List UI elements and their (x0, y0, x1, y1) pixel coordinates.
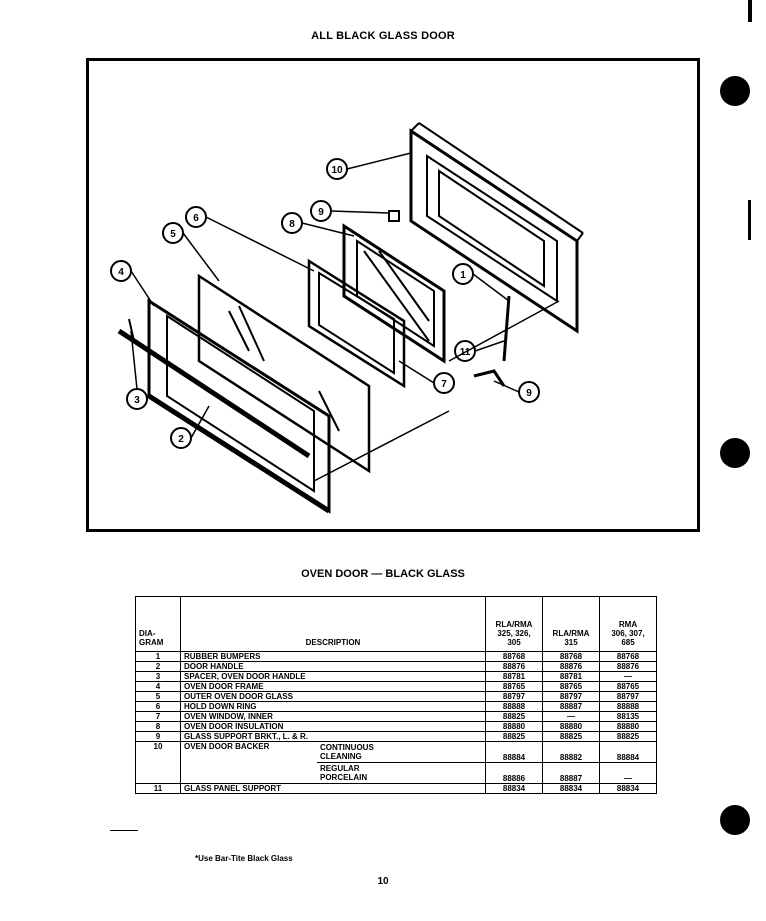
table-row (136, 692, 657, 702)
callout-8: 8 (289, 219, 295, 230)
parts-table (135, 596, 657, 794)
table-row (136, 662, 657, 672)
table-row (136, 712, 657, 722)
row-diagram: 6 (136, 702, 181, 712)
row-diagram: 2 (136, 662, 181, 672)
table-row (136, 672, 657, 682)
callout-2: 2 (178, 434, 184, 445)
callout-10: 10 (331, 165, 343, 176)
row-col1: 88768 (486, 652, 543, 662)
row-diagram: 7 (136, 712, 181, 722)
header-col3: RMA 306, 307, 685 (600, 597, 657, 652)
row-col2: 88882 (543, 742, 600, 763)
callout-4: 4 (118, 267, 124, 278)
row-diagram: 10 (136, 742, 181, 784)
row-col2: — (543, 712, 600, 722)
row-col1: 88886 (486, 763, 543, 784)
row-col3: 88834 (600, 784, 657, 794)
row-col2: 88781 (543, 672, 600, 682)
row-col2: 88765 (543, 682, 600, 692)
row-description: OVEN WINDOW, INNER (181, 712, 486, 722)
row-subtype-regular: REGULAR PORCELAIN (317, 763, 486, 784)
row-col3: 88135 (600, 712, 657, 722)
row-col1: 88888 (486, 702, 543, 712)
row-subtype-continuous: CONTINUOUS CLEANING (317, 742, 486, 763)
row-col1: 88765 (486, 682, 543, 692)
table-row (136, 652, 657, 662)
binder-hole-top (720, 76, 750, 106)
row-col1: 88834 (486, 784, 543, 794)
row-diagram: 9 (136, 732, 181, 742)
scan-edge-mark (110, 830, 138, 831)
row-diagram: 11 (136, 784, 181, 794)
footnote: *Use Bar-Tite Black Glass (195, 854, 293, 863)
row-col3: 88888 (600, 702, 657, 712)
row-col2: 88880 (543, 722, 600, 732)
row-col3: 88797 (600, 692, 657, 702)
header-col2: RLA/RMA 315 (543, 597, 600, 652)
row-description: OVEN DOOR FRAME (181, 682, 486, 692)
scan-edge-mark (748, 200, 751, 240)
row-col2: 88834 (543, 784, 600, 794)
table-row (136, 784, 657, 794)
row-description: OUTER OVEN DOOR GLASS (181, 692, 486, 702)
table-title: OVEN DOOR — BLACK GLASS (301, 568, 465, 580)
door-backer-drawing (411, 123, 583, 331)
row-col3: 88876 (600, 662, 657, 672)
row-description: OVEN DOOR INSULATION (181, 722, 486, 732)
callout-7: 7 (441, 379, 447, 390)
row-col2: 88768 (543, 652, 600, 662)
table-row (136, 722, 657, 732)
row-description: OVEN DOOR BACKER (181, 742, 318, 784)
callout-5: 5 (170, 229, 176, 240)
callout-1: 1 (460, 270, 466, 281)
callout-6: 6 (193, 213, 199, 224)
row-col2: 88797 (543, 692, 600, 702)
row-col3: — (600, 763, 657, 784)
row-diagram: 4 (136, 682, 181, 692)
row-col3: 88765 (600, 682, 657, 692)
row-description: HOLD DOWN RING (181, 702, 486, 712)
callout-9a: 9 (318, 207, 324, 218)
row-col1: 88825 (486, 732, 543, 742)
table-row (136, 742, 657, 763)
row-col1: 88781 (486, 672, 543, 682)
row-col2: 88887 (543, 763, 600, 784)
row-col1: 88884 (486, 742, 543, 763)
row-col3: 88825 (600, 732, 657, 742)
row-description: DOOR HANDLE (181, 662, 486, 672)
page-number: 10 (377, 876, 389, 887)
row-col3: 88880 (600, 722, 657, 732)
callout-3: 3 (134, 395, 140, 406)
exploded-diagram (86, 58, 700, 532)
row-diagram: 8 (136, 722, 181, 732)
row-col1: 88825 (486, 712, 543, 722)
row-col1: 88880 (486, 722, 543, 732)
callout-9b: 9 (526, 388, 532, 399)
row-col3: 88884 (600, 742, 657, 763)
binder-hole-middle (720, 438, 750, 468)
row-diagram: 1 (136, 652, 181, 662)
oven-door-exploded-view (89, 61, 697, 529)
row-col2: 88887 (543, 702, 600, 712)
row-col2: 88825 (543, 732, 600, 742)
row-col2: 88876 (543, 662, 600, 672)
header-col1: RLA/RMA 325, 326, 305 (486, 597, 543, 652)
binder-hole-bottom (720, 805, 750, 835)
table-row (136, 732, 657, 742)
row-diagram: 5 (136, 692, 181, 702)
row-description: GLASS PANEL SUPPORT (181, 784, 486, 794)
table-row (136, 682, 657, 692)
callout-11: 11 (459, 347, 471, 358)
row-diagram: 3 (136, 672, 181, 682)
page-title: ALL BLACK GLASS DOOR (311, 30, 455, 42)
row-col3: 88768 (600, 652, 657, 662)
header-diagram: DIA- GRAM (136, 597, 181, 652)
row-col1: 88797 (486, 692, 543, 702)
table-row (136, 702, 657, 712)
row-description: GLASS SUPPORT BRKT., L. & R. (181, 732, 486, 742)
row-col3: — (600, 672, 657, 682)
scan-edge-mark (748, 0, 752, 22)
row-col1: 88876 (486, 662, 543, 672)
row-description: SPACER, OVEN DOOR HANDLE (181, 672, 486, 682)
header-description: DESCRIPTION (181, 597, 486, 652)
row-description: RUBBER BUMPERS (181, 652, 486, 662)
